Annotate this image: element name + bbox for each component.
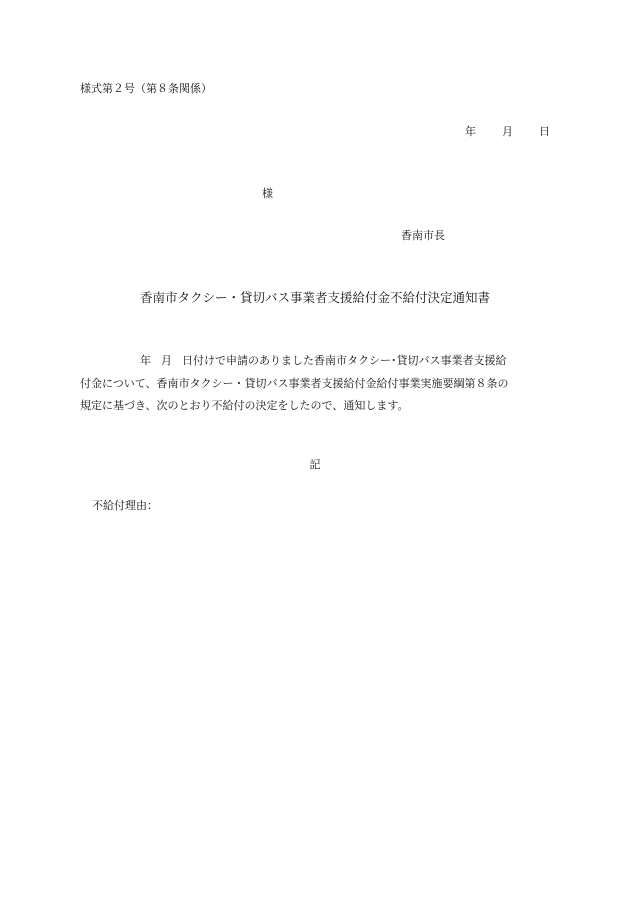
body-month-label: 月 <box>161 354 172 367</box>
form-number: 様式第２号（第８条関係） <box>80 82 212 95</box>
issuer-name: 香南市長 <box>401 229 445 242</box>
body-line-3: 規定に基づき、次のとおり不給付の決定をしたので、通知します。 <box>80 399 409 412</box>
body-line-1 <box>80 350 550 373</box>
reason-label: 不給付理由： <box>92 499 158 512</box>
date-day-label: 日 <box>539 125 550 138</box>
document-title: 香南市タクシー・貸切バス事業者支援給付金不給付決定通知書 <box>139 290 490 305</box>
addressee-suffix: 様 <box>262 187 273 200</box>
ki-heading: 記 <box>309 458 321 471</box>
body-line-2: 付金について、香南市タクシー・貸切バス事業者支援給付金給付事業実施要綱第８条の <box>80 376 509 390</box>
date-line <box>440 125 550 139</box>
body-year-label: 年 <box>140 354 151 367</box>
body-paragraph <box>80 350 550 418</box>
body-line-1-text: 日付けで申請のありました香南市タクシー･貸切バス事業者支援給 <box>182 354 507 367</box>
date-month-label: 月 <box>502 125 513 138</box>
date-year-label: 年 <box>465 125 476 138</box>
